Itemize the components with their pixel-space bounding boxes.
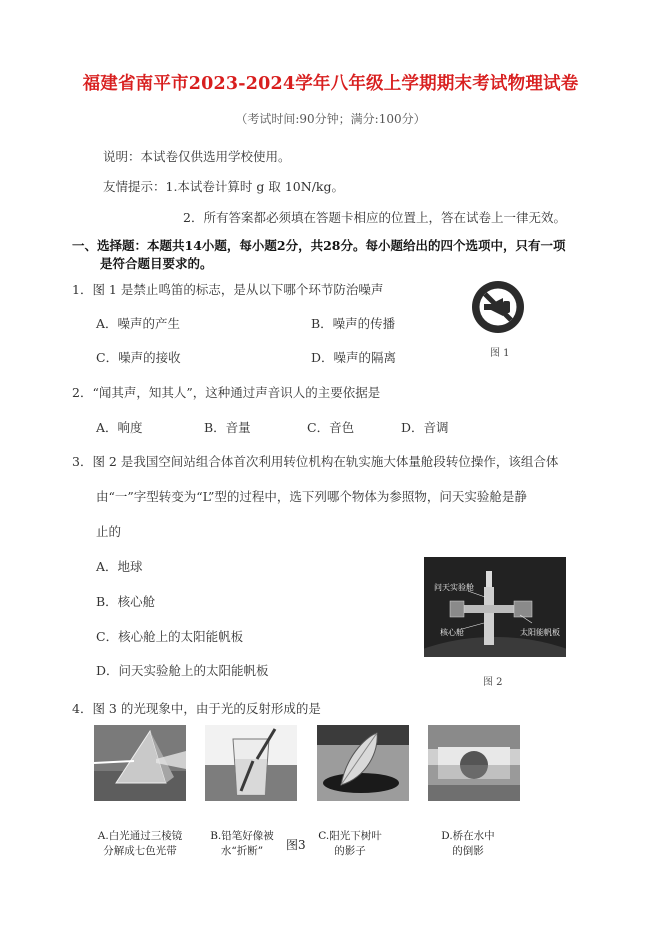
q3-option-b: B．核心舱 [96, 594, 156, 609]
exam-info: （考试时间:90分钟；满分:100分） [235, 112, 426, 126]
no-horn-sign-icon [470, 279, 526, 335]
q4-option-d: D.桥在水中 的倒影 [441, 830, 495, 857]
q2-option-c: C．音色 [307, 420, 355, 435]
q4-stem: 4．图 3 的光现象中，由于光的反射形成的是 [72, 701, 321, 716]
page-title: 福建省南平市2023-2024学年八年级上学期期末考试物理试卷 [82, 74, 579, 94]
note: 说明：本试卷仅供选用学校使用。 [103, 149, 291, 164]
pencil-in-water-photo [205, 725, 297, 801]
label-wentian: 问天实验舱 [434, 583, 474, 592]
tip-2: 2．所有答案都必须填在答题卡相应的位置上，答在试卷上一律无效。 [183, 210, 566, 225]
q1-stem: 1．图 1 是禁止鸣笛的标志，是从以下哪个环节防治噪声 [72, 282, 384, 297]
q3-option-d: D．问天实验舱上的太阳能帆板 [96, 663, 269, 678]
q2-option-b: B．音量 [204, 420, 251, 435]
q3-stem-line3: 止的 [96, 524, 122, 539]
q1-option-c: C．噪声的接收 [96, 350, 181, 365]
figure-1-caption: 图 1 [490, 348, 510, 359]
q2-option-a: A．响度 [96, 420, 143, 435]
bridge-reflection-photo [428, 725, 520, 801]
section-heading: 一、选择题：本题共14小题，每小题2分，共28分。每小题给出的四个选项中，只有一项 [72, 238, 566, 253]
q1-option-b: B．噪声的传播 [311, 316, 396, 331]
q3-stem-line1: 3．图 2 是我国空间站组合体首次利用转位机构在轨实施大体量舱段转位操作，该组合体 [72, 454, 559, 469]
label-solar-panel: 太阳能帆板 [520, 628, 560, 637]
q4-option-a: A.白光通过三棱镜 分解成七色光带 [97, 830, 183, 857]
q2-stem: 2．“闻其声，知其人”，这种通过声音识人的主要依据是 [72, 385, 381, 400]
figure-2-caption: 图 2 [483, 677, 503, 688]
q3-stem-line2: 由“一”字型转变为“L”型的过程中，选下列哪个物体为参照物，问天实验舱是静 [96, 489, 527, 504]
q3-option-a: A．地球 [96, 559, 143, 574]
label-core-module: 核心舱 [440, 628, 464, 637]
q3-option-c: C．核心舱上的太阳能帆板 [96, 629, 244, 644]
q2-option-d: D．音调 [401, 420, 449, 435]
q4-option-c: C.阳光下树叶 的影子 [318, 830, 382, 857]
figure-3-caption: 图3 [286, 838, 306, 852]
prism-photo [94, 725, 186, 801]
q4-option-b: B.铅笔好像被 水“折断” [210, 830, 274, 857]
q1-option-d: D．噪声的隔离 [311, 350, 397, 365]
q1-option-a: A．噪声的产生 [96, 316, 181, 331]
space-station-photo [424, 557, 566, 657]
tip-1: 友情提示：1.本试卷计算时 g 取 10N/kg。 [103, 179, 344, 194]
leaf-shadow-photo [317, 725, 409, 801]
section-heading-cont: 是符合题目要求的。 [100, 256, 213, 271]
